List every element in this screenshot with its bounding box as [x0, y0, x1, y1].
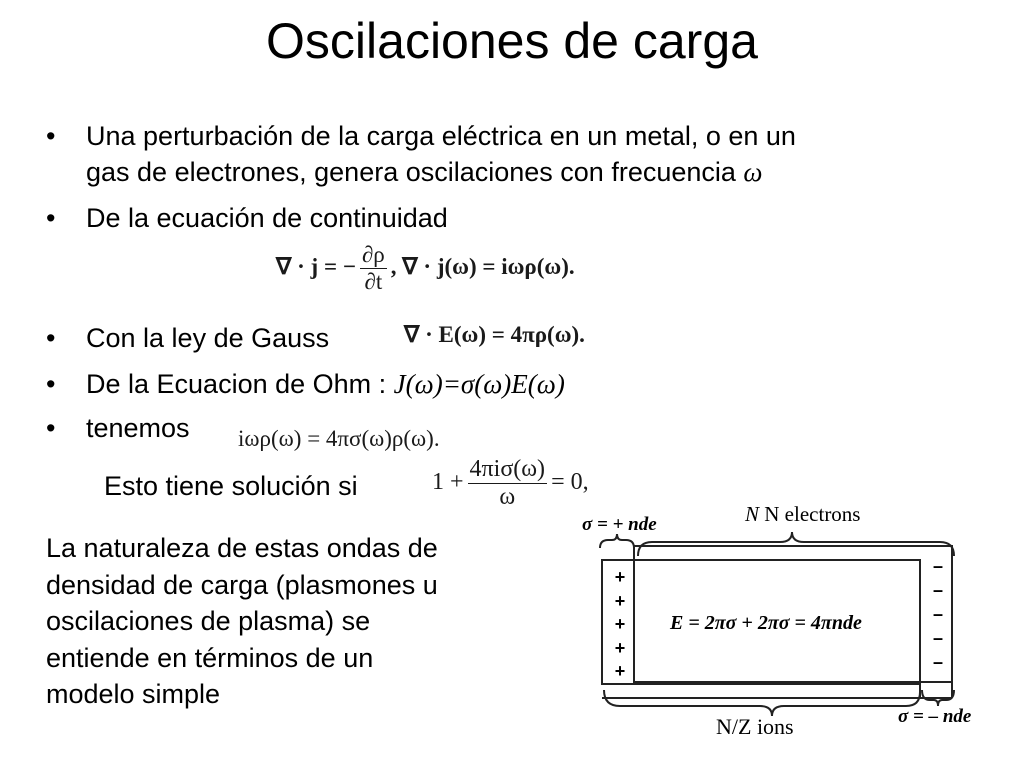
minus-column — [926, 554, 950, 674]
nz-ions-label: N/Z ions — [716, 714, 794, 739]
minus-sign: – — [932, 652, 943, 672]
bullet-dot: • — [46, 413, 56, 443]
plus-sign: + — [614, 567, 626, 587]
solution-lhs: 1 + — [432, 469, 464, 496]
plus-sign: + — [614, 614, 626, 634]
paragraph-line: oscilaciones de plasma) se — [46, 606, 371, 636]
omega-symbol: ω — [743, 157, 763, 187]
paragraph-line: entiende en términos de un — [46, 642, 374, 673]
minus-sign: – — [932, 556, 943, 576]
plus-sign: + — [614, 637, 626, 658]
bullet-text: Con la ley de Gauss — [86, 323, 330, 353]
bullet-text: De la ecuación de continuidad — [86, 203, 448, 233]
bullet-dot: • — [46, 323, 56, 353]
solution-denominator: ω — [468, 483, 548, 511]
bullet-text: Una perturbación de la carga eléctrica en un metal, o en un — [86, 121, 796, 151]
plus-sign: + — [614, 661, 626, 681]
bullet-text: gas de electrones, genera oscilaciones con frecuencia ω — [86, 157, 763, 187]
solution-text: Esto tiene solución si — [104, 471, 358, 501]
field-equation: E = 2πσ + 2πσ = 4πnde — [670, 612, 862, 634]
bullet-text: tenemos — [86, 413, 190, 443]
continuity-lhs: ∇ · j = − — [276, 253, 356, 279]
paragraph-line: La naturaleza de estas ondas de — [46, 533, 438, 563]
plus-column — [608, 566, 632, 684]
bullet-dot: • — [46, 121, 56, 151]
ohm-formula: J(ω)=σ(ω)E(ω) — [393, 369, 565, 399]
minus-sign: – — [932, 580, 943, 600]
minus-sign: – — [932, 628, 943, 648]
bullet-dot: • — [46, 369, 56, 399]
continuity-numerator: ∂ρ — [361, 242, 385, 267]
sigma-minus-label: σ = – nde — [898, 706, 972, 727]
solution-rhs: = 0, — [551, 469, 589, 496]
bullet-dot: • — [46, 203, 56, 233]
plus-sign: + — [614, 590, 626, 611]
combined-equation: iωρ(ω) = 4πσ(ω)ρ(ω). — [238, 426, 440, 451]
gauss-equation: ∇ · E(ω) = 4πρ(ω). — [404, 322, 585, 347]
bullet-text: De la Ecuacion de Ohm : J(ω)=σ(ω)E(ω) — [86, 369, 565, 399]
n-electrons-label: N N electrons — [745, 502, 861, 526]
solution-numerator: 4πiσ(ω) — [469, 456, 546, 482]
slide-title: Oscilaciones de carga — [266, 13, 758, 69]
continuity-denominator: ∂t — [360, 268, 387, 295]
paragraph-line: densidad de carga (plasmones u — [46, 569, 438, 600]
paragraph-line: modelo simple — [46, 679, 221, 709]
continuity-rhs: , ∇ · j(ω) = iωρ(ω). — [390, 253, 575, 279]
minus-sign: – — [932, 604, 943, 624]
sigma-plus-label: σ = + nde — [582, 514, 657, 535]
